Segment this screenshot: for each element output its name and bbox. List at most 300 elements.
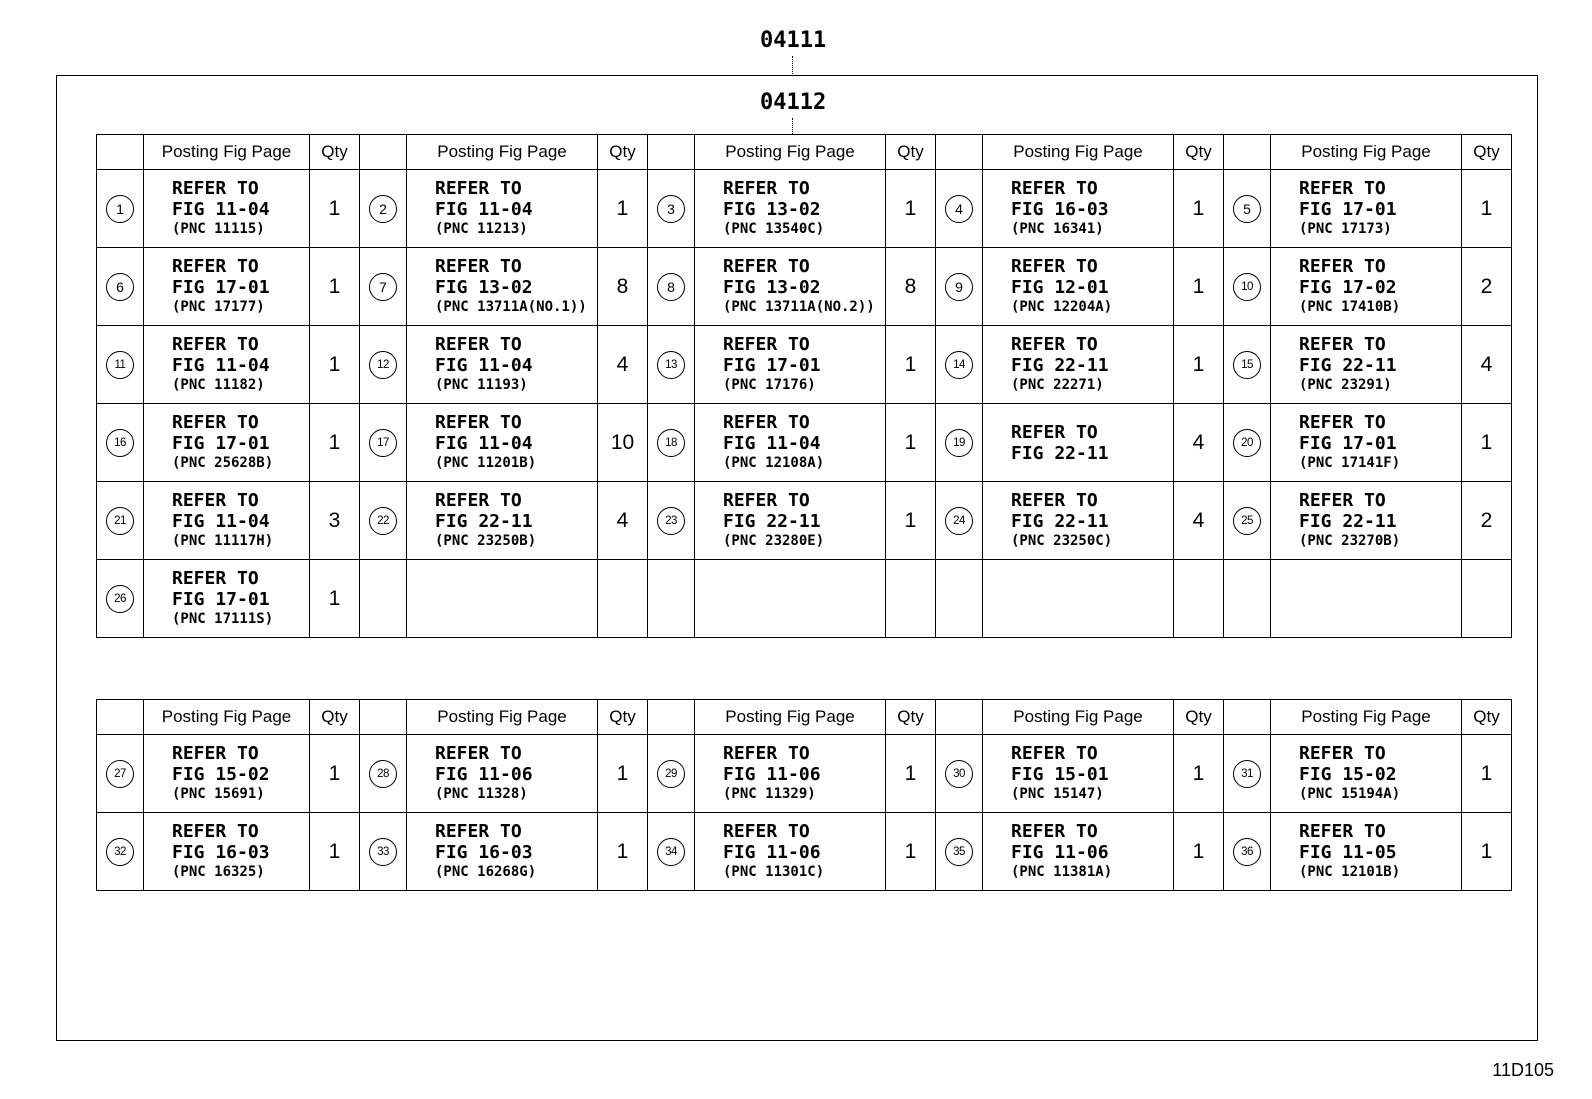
reference-cell xyxy=(983,404,1174,482)
reference-cell xyxy=(1271,404,1462,482)
pnc-reference: (PNC 11182) xyxy=(172,377,265,393)
header-index xyxy=(360,700,407,735)
pnc-reference: (PNC 16325) xyxy=(172,864,265,880)
leader-line-inner xyxy=(792,118,793,134)
reference-cell xyxy=(695,560,886,638)
callout-number: 23 xyxy=(657,507,685,535)
header-posting-fig-page: Posting Fig Page xyxy=(407,700,598,735)
header-posting-fig-page: Posting Fig Page xyxy=(695,700,886,735)
fig-reference: FIG 22-11 xyxy=(435,511,533,532)
refer-to-text: REFER TO xyxy=(435,743,522,764)
item-number-cell xyxy=(936,560,983,638)
qty-cell: 8 xyxy=(598,248,648,326)
item-number-cell xyxy=(1224,404,1271,482)
header-qty: Qty xyxy=(1462,700,1512,735)
header-index xyxy=(648,700,695,735)
header-index xyxy=(936,700,983,735)
header-index xyxy=(97,700,144,735)
header-qty: Qty xyxy=(1174,135,1224,170)
qty-cell: 4 xyxy=(1174,404,1224,482)
qty-cell: 4 xyxy=(1462,326,1512,404)
item-number-cell xyxy=(97,170,144,248)
fig-reference: FIG 11-06 xyxy=(723,764,821,785)
header-posting-fig-page: Posting Fig Page xyxy=(144,135,310,170)
qty-cell xyxy=(1462,560,1512,638)
pnc-reference: (PNC 25628B) xyxy=(172,455,274,471)
pnc-reference: (PNC 12108A) xyxy=(723,455,825,471)
item-number-cell xyxy=(97,813,144,891)
item-number-cell xyxy=(97,326,144,404)
callout-number: 34 xyxy=(657,838,685,866)
header-posting-fig-page: Posting Fig Page xyxy=(144,700,310,735)
pnc-reference: (PNC 16268G) xyxy=(435,864,537,880)
qty-cell: 1 xyxy=(1174,248,1224,326)
refer-to-text: REFER TO xyxy=(172,334,259,355)
reference-cell xyxy=(983,482,1174,560)
callout-number: 22 xyxy=(369,507,397,535)
pnc-reference: (PNC 23250C) xyxy=(1011,533,1113,549)
fig-reference: FIG 22-11 xyxy=(1011,355,1109,376)
reference-cell xyxy=(983,560,1174,638)
reference-cell xyxy=(144,560,310,638)
refer-to-text: REFER TO xyxy=(1299,821,1386,842)
fig-reference: FIG 11-05 xyxy=(1299,842,1397,863)
refer-to-text: REFER TO xyxy=(172,743,259,764)
qty-cell: 1 xyxy=(886,170,936,248)
fig-reference: FIG 11-04 xyxy=(435,355,533,376)
reference-cell xyxy=(407,813,598,891)
callout-number: 10 xyxy=(1233,273,1261,301)
qty-cell: 1 xyxy=(886,404,936,482)
table-header xyxy=(97,700,1512,735)
refer-to-text: REFER TO xyxy=(1011,743,1098,764)
callout-number: 31 xyxy=(1233,760,1261,788)
qty-cell xyxy=(1174,560,1224,638)
pnc-reference: (PNC 12101B) xyxy=(1299,864,1401,880)
reference-cell xyxy=(144,170,310,248)
fig-reference: FIG 22-11 xyxy=(1299,511,1397,532)
reference-cell xyxy=(1271,560,1462,638)
callout-number: 36 xyxy=(1233,838,1261,866)
table-body xyxy=(97,735,1512,891)
qty-cell: 1 xyxy=(310,404,360,482)
qty-cell xyxy=(886,560,936,638)
reference-cell xyxy=(1271,326,1462,404)
item-number-cell xyxy=(97,560,144,638)
item-number-cell xyxy=(360,326,407,404)
callout-number: 19 xyxy=(945,429,973,457)
fig-reference: FIG 11-04 xyxy=(172,199,270,220)
qty-cell: 1 xyxy=(310,813,360,891)
reference-cell xyxy=(695,404,886,482)
refer-to-text: REFER TO xyxy=(723,412,810,433)
pnc-reference: (PNC 13540C) xyxy=(723,221,825,237)
item-number-cell xyxy=(936,735,983,813)
pnc-reference: (PNC 11301C) xyxy=(723,864,825,880)
fig-reference: FIG 22-11 xyxy=(1011,442,1109,464)
refer-to-text: REFER TO xyxy=(723,334,810,355)
fig-reference: FIG 17-01 xyxy=(723,355,821,376)
reference-cell xyxy=(144,735,310,813)
pnc-reference: (PNC 22271) xyxy=(1011,377,1104,393)
refer-to-text: REFER TO xyxy=(435,256,522,277)
item-number-cell xyxy=(1224,813,1271,891)
header-row xyxy=(97,700,1512,735)
item-number-cell xyxy=(360,404,407,482)
callout-number: 7 xyxy=(369,273,397,301)
qty-cell: 1 xyxy=(310,170,360,248)
pnc-reference: (PNC 15194A) xyxy=(1299,786,1401,802)
item-number-cell xyxy=(936,404,983,482)
callout-number: 30 xyxy=(945,760,973,788)
reference-cell xyxy=(407,735,598,813)
refer-to-text: REFER TO xyxy=(435,490,522,511)
header-index xyxy=(97,135,144,170)
refer-to-text: REFER TO xyxy=(1011,334,1098,355)
callout-number: 17 xyxy=(369,429,397,457)
refer-to-text: REFER TO xyxy=(1299,743,1386,764)
reference-cell xyxy=(983,813,1174,891)
fig-reference: FIG 11-04 xyxy=(435,433,533,454)
fig-reference: FIG 17-01 xyxy=(1299,433,1397,454)
fig-reference: FIG 17-02 xyxy=(1299,277,1397,298)
qty-cell xyxy=(598,560,648,638)
qty-cell: 1 xyxy=(886,735,936,813)
refer-to-text: REFER TO xyxy=(435,178,522,199)
table-row xyxy=(97,326,1512,404)
pnc-reference: (PNC 17176) xyxy=(723,377,816,393)
pnc-reference: (PNC 11328) xyxy=(435,786,528,802)
qty-cell: 1 xyxy=(886,813,936,891)
reference-cell xyxy=(1271,482,1462,560)
qty-cell: 10 xyxy=(598,404,648,482)
item-number-cell xyxy=(1224,326,1271,404)
qty-cell: 1 xyxy=(1174,326,1224,404)
reference-cell xyxy=(695,326,886,404)
item-number-cell xyxy=(648,813,695,891)
header-qty: Qty xyxy=(886,700,936,735)
refer-to-text: REFER TO xyxy=(435,412,522,433)
assembly-code-04111: 04111 xyxy=(760,28,827,53)
item-number-cell xyxy=(360,482,407,560)
header-posting-fig-page: Posting Fig Page xyxy=(1271,700,1462,735)
qty-cell: 1 xyxy=(598,170,648,248)
reference-cell xyxy=(407,482,598,560)
fig-reference: FIG 17-01 xyxy=(172,589,270,610)
fig-reference: FIG 11-04 xyxy=(172,511,270,532)
refer-to-text: REFER TO xyxy=(723,821,810,842)
callout-number: 29 xyxy=(657,760,685,788)
qty-cell: 4 xyxy=(1174,482,1224,560)
header-qty: Qty xyxy=(886,135,936,170)
callout-number: 21 xyxy=(106,507,134,535)
item-number-cell xyxy=(360,735,407,813)
fig-reference: FIG 13-02 xyxy=(723,199,821,220)
pnc-reference: (PNC 17141F) xyxy=(1299,455,1401,471)
figure-code: 11D105 xyxy=(1492,1060,1554,1080)
header-row xyxy=(97,135,1512,170)
reference-cell xyxy=(695,170,886,248)
qty-cell: 1 xyxy=(1462,735,1512,813)
item-number-cell xyxy=(360,813,407,891)
item-number-cell xyxy=(648,404,695,482)
header-qty: Qty xyxy=(310,700,360,735)
qty-cell: 1 xyxy=(310,735,360,813)
item-number-cell xyxy=(936,326,983,404)
qty-cell: 2 xyxy=(1462,248,1512,326)
reference-cell xyxy=(1271,735,1462,813)
refer-to-text: REFER TO xyxy=(435,821,522,842)
reference-cell xyxy=(1271,813,1462,891)
qty-cell: 3 xyxy=(310,482,360,560)
pnc-reference: (PNC 15691) xyxy=(172,786,265,802)
callout-number: 24 xyxy=(945,507,973,535)
pnc-reference: (PNC 23291) xyxy=(1299,377,1392,393)
qty-cell: 1 xyxy=(310,326,360,404)
qty-cell: 1 xyxy=(1174,813,1224,891)
pnc-reference: (PNC 11329) xyxy=(723,786,816,802)
reference-cell xyxy=(407,404,598,482)
item-number-cell xyxy=(936,248,983,326)
pnc-reference: (PNC 17177) xyxy=(172,299,265,315)
qty-cell: 1 xyxy=(1174,735,1224,813)
item-number-cell xyxy=(936,482,983,560)
item-number-cell xyxy=(936,170,983,248)
refer-to-text: REFER TO xyxy=(1299,178,1386,199)
callout-number: 13 xyxy=(657,351,685,379)
callout-number: 14 xyxy=(945,351,973,379)
pnc-reference: (PNC 23250B) xyxy=(435,533,537,549)
callout-number: 33 xyxy=(369,838,397,866)
header-qty: Qty xyxy=(598,135,648,170)
callout-number: 1 xyxy=(106,195,134,223)
callout-number: 2 xyxy=(369,195,397,223)
pnc-reference: (PNC 23280E) xyxy=(723,533,825,549)
pnc-reference: (PNC 17410B) xyxy=(1299,299,1401,315)
refer-to-text: REFER TO xyxy=(435,334,522,355)
item-number-cell xyxy=(1224,482,1271,560)
table-row xyxy=(97,560,1512,638)
reference-cell xyxy=(983,326,1174,404)
reference-cell xyxy=(983,248,1174,326)
reference-table-main xyxy=(96,134,1512,638)
item-number-cell xyxy=(648,560,695,638)
reference-cell xyxy=(144,404,310,482)
callout-number: 20 xyxy=(1233,429,1261,457)
header-qty: Qty xyxy=(1462,135,1512,170)
refer-to-text: REFER TO xyxy=(172,821,259,842)
reference-cell xyxy=(144,248,310,326)
table-row xyxy=(97,170,1512,248)
item-number-cell xyxy=(1224,735,1271,813)
header-posting-fig-page: Posting Fig Page xyxy=(983,135,1174,170)
refer-to-text: REFER TO xyxy=(1011,256,1098,277)
fig-reference: FIG 22-11 xyxy=(1011,511,1109,532)
fig-reference: FIG 22-11 xyxy=(723,511,821,532)
item-number-cell xyxy=(97,404,144,482)
table-header xyxy=(97,135,1512,170)
fig-reference: FIG 16-03 xyxy=(1011,199,1109,220)
callout-number: 8 xyxy=(657,273,685,301)
reference-cell xyxy=(407,248,598,326)
qty-cell: 1 xyxy=(1174,170,1224,248)
fig-reference: FIG 15-01 xyxy=(1011,764,1109,785)
reference-cell xyxy=(695,735,886,813)
refer-to-text: REFER TO xyxy=(172,178,259,199)
reference-cell xyxy=(407,560,598,638)
header-index xyxy=(360,135,407,170)
assembly-code-04112: 04112 xyxy=(760,90,827,115)
item-number-cell xyxy=(648,482,695,560)
refer-to-text: REFER TO xyxy=(723,256,810,277)
header-qty: Qty xyxy=(598,700,648,735)
callout-number: 32 xyxy=(106,838,134,866)
table-row xyxy=(97,735,1512,813)
item-number-cell xyxy=(648,248,695,326)
item-number-cell xyxy=(648,170,695,248)
callout-number: 9 xyxy=(945,273,973,301)
item-number-cell xyxy=(936,813,983,891)
fig-reference: FIG 11-06 xyxy=(435,764,533,785)
refer-to-text: REFER TO xyxy=(1011,178,1098,199)
pnc-reference: (PNC 11213) xyxy=(435,221,528,237)
qty-cell: 8 xyxy=(886,248,936,326)
reference-cell xyxy=(1271,248,1462,326)
reference-cell xyxy=(407,326,598,404)
header-qty: Qty xyxy=(1174,700,1224,735)
fig-reference: FIG 15-02 xyxy=(1299,764,1397,785)
callout-number: 16 xyxy=(106,429,134,457)
refer-to-text: REFER TO xyxy=(1011,821,1098,842)
header-posting-fig-page: Posting Fig Page xyxy=(1271,135,1462,170)
table-row xyxy=(97,404,1512,482)
refer-to-text: REFER TO xyxy=(172,568,259,589)
callout-number: 25 xyxy=(1233,507,1261,535)
callout-number: 26 xyxy=(106,585,134,613)
qty-cell: 1 xyxy=(886,326,936,404)
callout-number: 27 xyxy=(106,760,134,788)
reference-cell xyxy=(144,326,310,404)
callout-number: 3 xyxy=(657,195,685,223)
qty-cell: 1 xyxy=(310,560,360,638)
item-number-cell xyxy=(1224,560,1271,638)
item-number-cell xyxy=(360,248,407,326)
fig-reference: FIG 16-03 xyxy=(172,842,270,863)
pnc-reference: (PNC 15147) xyxy=(1011,786,1104,802)
pnc-reference: (PNC 23270B) xyxy=(1299,533,1401,549)
header-posting-fig-page: Posting Fig Page xyxy=(695,135,886,170)
item-number-cell xyxy=(97,482,144,560)
refer-to-text: REFER TO xyxy=(172,412,259,433)
callout-number: 28 xyxy=(369,760,397,788)
refer-to-text: REFER TO xyxy=(172,490,259,511)
refer-to-text: REFER TO xyxy=(723,743,810,764)
callout-number: 18 xyxy=(657,429,685,457)
qty-cell: 1 xyxy=(310,248,360,326)
fig-reference: FIG 22-11 xyxy=(1299,355,1397,376)
header-posting-fig-page: Posting Fig Page xyxy=(407,135,598,170)
refer-to-text: REFER TO xyxy=(1299,334,1386,355)
header-qty: Qty xyxy=(310,135,360,170)
callout-number: 12 xyxy=(369,351,397,379)
header-index xyxy=(648,135,695,170)
item-number-cell xyxy=(360,560,407,638)
header-index xyxy=(1224,135,1271,170)
fig-reference: FIG 15-02 xyxy=(172,764,270,785)
refer-to-text: REFER TO xyxy=(723,490,810,511)
item-number-cell xyxy=(1224,248,1271,326)
callout-number: 11 xyxy=(106,351,134,379)
reference-cell xyxy=(407,170,598,248)
fig-reference: FIG 11-04 xyxy=(723,433,821,454)
qty-cell: 4 xyxy=(598,326,648,404)
reference-cell xyxy=(983,735,1174,813)
qty-cell: 1 xyxy=(598,813,648,891)
pnc-reference: (PNC 11201B) xyxy=(435,455,537,471)
reference-cell xyxy=(695,248,886,326)
reference-cell xyxy=(144,813,310,891)
header-posting-fig-page: Posting Fig Page xyxy=(983,700,1174,735)
fig-reference: FIG 17-01 xyxy=(1299,199,1397,220)
table-row xyxy=(97,813,1512,891)
table-body xyxy=(97,170,1512,638)
fig-reference: FIG 16-03 xyxy=(435,842,533,863)
pnc-reference: (PNC 16341) xyxy=(1011,221,1104,237)
callout-number: 5 xyxy=(1233,195,1261,223)
qty-cell: 1 xyxy=(886,482,936,560)
refer-to-text: REFER TO xyxy=(1299,490,1386,511)
refer-to-text: REFER TO xyxy=(1011,490,1098,511)
item-number-cell xyxy=(648,326,695,404)
item-number-cell xyxy=(1224,170,1271,248)
qty-cell: 1 xyxy=(1462,404,1512,482)
qty-cell: 2 xyxy=(1462,482,1512,560)
pnc-reference: (PNC 11117H) xyxy=(172,533,274,549)
refer-to-text: REFER TO xyxy=(723,178,810,199)
header-index xyxy=(1224,700,1271,735)
reference-cell xyxy=(695,813,886,891)
refer-to-text: REFER TO xyxy=(1299,412,1386,433)
header-index xyxy=(936,135,983,170)
reference-cell xyxy=(144,482,310,560)
refer-to-text: REFER TO xyxy=(172,256,259,277)
table-row xyxy=(97,248,1512,326)
pnc-reference: (PNC 13711A(NO.1)) xyxy=(435,299,587,315)
pnc-reference: (PNC 11115) xyxy=(172,221,265,237)
refer-to-text: REFER TO xyxy=(1299,256,1386,277)
fig-reference: FIG 11-04 xyxy=(435,199,533,220)
reference-cell xyxy=(1271,170,1462,248)
pnc-reference: (PNC 11381A) xyxy=(1011,864,1113,880)
fig-reference: FIG 11-06 xyxy=(723,842,821,863)
callout-number: 15 xyxy=(1233,351,1261,379)
item-number-cell xyxy=(360,170,407,248)
pnc-reference: (PNC 12204A) xyxy=(1011,299,1113,315)
fig-reference: FIG 11-06 xyxy=(1011,842,1109,863)
pnc-reference: (PNC 17173) xyxy=(1299,221,1392,237)
leader-line-outer xyxy=(792,56,793,76)
fig-reference: FIG 12-01 xyxy=(1011,277,1109,298)
reference-cell xyxy=(695,482,886,560)
callout-number: 4 xyxy=(945,195,973,223)
callout-number: 6 xyxy=(106,273,134,301)
reference-cell xyxy=(983,170,1174,248)
item-number-cell xyxy=(648,735,695,813)
qty-cell: 4 xyxy=(598,482,648,560)
refer-to-text: REFER TO xyxy=(1011,421,1098,443)
item-number-cell xyxy=(97,735,144,813)
fig-reference: FIG 13-02 xyxy=(435,277,533,298)
